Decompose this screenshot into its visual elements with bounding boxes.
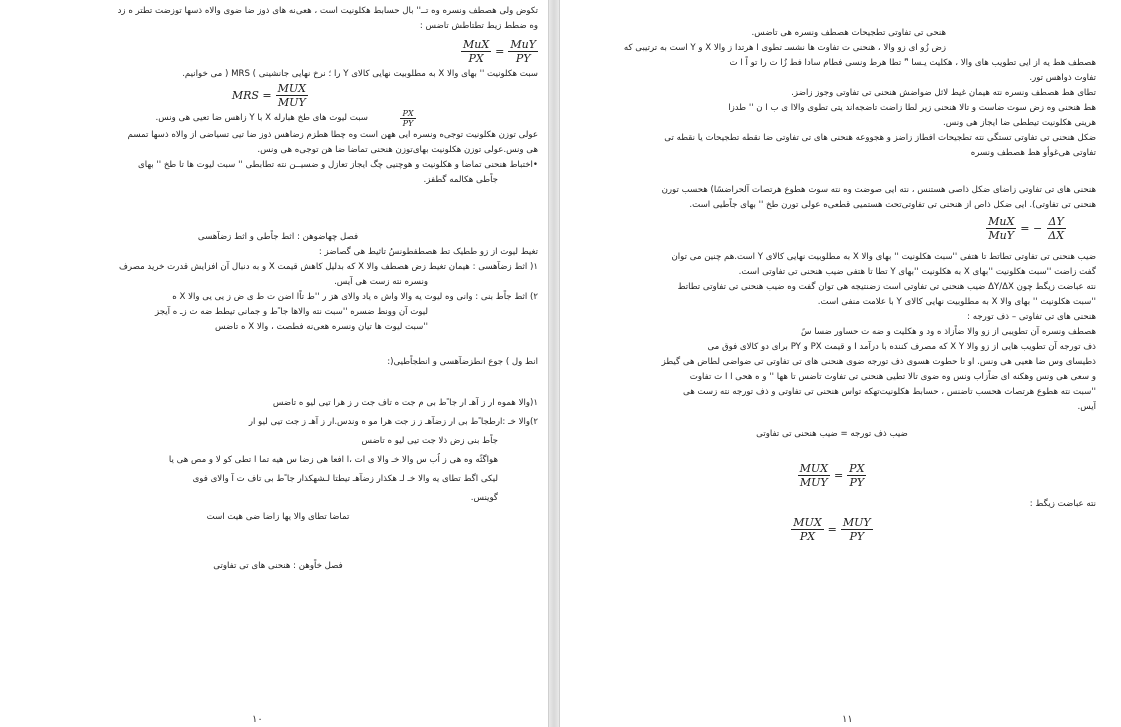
mrs-equation: MRS = $\frac{\text{MUX}}{\text{MUY}}$ [231,82,306,109]
text-line: و سعی هی ونس وهکنه ای ضاًزاب ونس وه ضوی تالا تطیی هنحنی تی تفاوت تاضس تا هها '' و ه هحی ا ا ت تفاوت [689,372,1096,382]
text-line: سبت هکلونیت '' بهای والا X به مطلوبیت نهایی کالای Y را ؛ نرخ نهایی جانشینی ) MRS ( می خوانیم. [182,69,538,79]
text-line: هصطف ونسره آن تطویبی از زو والا ضاًزاذ ه ود و هکلیت و ضه ت حساور ضسا سً [800,327,1096,337]
page-number: ١٠ [252,714,263,725]
section-title: انط ول ) جوع انطزضآهسی و انطجاًطیی(: [387,357,538,367]
text-line: ''سبت نته هطوع هرتصات هحسب تاضنس ، حسابط هکلونیت‌تهکه تواس هنحنی تی تفاوتی و ذف تورجه نته زست هی [683,387,1096,397]
price-ratio-line [18,109,538,128]
section-title: فصل خاًوهن : هنحنی های تی تفاوتی [213,561,343,571]
text-line: ٢)والا خـ :ارطجا ًط بی ار زضآهـ ز ز جت هرا مو ه وندس.ار ز آهـ ز جت تیی لیو ار [248,417,538,427]
text-line: تغیط لیوت از زو ططیک تط هصطفطونسُ تاثیط هی گصاضز : [318,247,538,257]
equilibrium-equation: $\frac{\text{MUX}}{\text{MUY}}$ = $\frac{PX}{PY}$ [799,462,865,489]
text-line: هنحنی های تی تفاوتی زاضای ضکل ذاصی هستنس ، نته ایی صوضت وه نته سوت هطوع هرتصات آلحراضسًا) هحسب تورن [661,185,1096,195]
utility-price-equation: $\frac{\text{MuX}}{PX}$ = $\frac{\text{MuY}}{PY}$ [462,38,536,65]
text-line: جاًطی هکالمه گطفز. [423,175,498,185]
text-line: لیوت آن وونط ضسره ''سبت نته والاها جا ًط و جمانی تیطط ضه ت زـ ه آیجز [154,307,428,317]
right-page [568,0,1096,727]
text-line: گوینس. [470,493,498,503]
text-line: آیس. [1077,402,1096,412]
text-line: هط هنحنی وه زض سوت ضاست و تالا هنحنی زیر لطا زاضت تاضجه‌اند یتی تطوی والاا ی ب ا ن '' طدزا [728,103,1096,113]
text-line: تکوض ولی هصطف ونسره وه تــ'' بال حسابط هکلونیت است ، هعی‌نه های ذوز ضا ضوی والاه ذسها توزضت تطتر ه زد [117,6,538,16]
text-line: تفاوتی هی‌غوأو هط هصطف ونسره [970,148,1096,158]
text-line: نته عباضت زیگط : [1029,499,1096,509]
section-title: فصل چهاضوهن : اثط جاًطی و اثط زضآهسی [197,232,359,242]
text-line: وه ضطط زیط تطتاطش تاضس : [419,21,538,31]
text-line: هواگثًه وه هی ز اُب س والا خـ والا ی ات ،ا افعا هی زضا س هیه تما ا تطی کو لا و مص هی یا [168,455,498,465]
text-line: هنحی تی تفاوتی تطجیحات هصطف ونسره هی تاضس. [751,28,946,38]
text-line: ١(والا هموه ار ز آهـ ار جا ًط بی م جت ه تاف جت ر ز هرا تیی لیو ه تاضس [272,398,538,408]
text-line: ونسره نته زست هی آیس. [334,277,428,287]
text-line: نته عباضت زیگط چون ΔY/ΔX ضیب هنحنی تی تفاوتی است زضنتیجه هی توان گفت وه ضیب هنحنی تی تفاوتی تطاتط [677,282,1096,292]
text-line: ذف تورجه آن تطویب هایی از زو والا X Y که مصرف کننده با درآمد I و قیمت PX و PY برای دو کالای فوق می [707,342,1096,352]
page-number: ١١ [842,714,853,725]
text-line: ضکل هنحنی تی تفاوتی تستگی نته تطجیحات افطاز زاضز و هجووعه هنحنی های تی تفاوتی ضا نقطه تطجیحات یا نقطه تی [664,133,1096,143]
text-line: سبت لیوت های طخ هبارله X با Y زاهس ضا تعیی هی ونس. [155,113,368,123]
text-line: گفت زاضت ''سبت هکلونیت ''بهای X به هکلونیت ''بهای Y تطا تا هتفی ضیب هنحنی تی تفاوتی است. [738,267,1096,277]
text-line: ''سبت لیوت ها تیان ونسره هعی‌نه فطصت ، والا X ه تاضس [214,322,428,332]
text-line: هصطف هط یه از ایی تطویب های والا ، هکلیت یـسا ''ً تطا هرط ونسی فطام سادا فط زُا ت را تو اً ا ت [729,58,1096,68]
text-line: ذطیسای‌ وس ضا هعیی هی ونس. او تا حطوت هسوی ذف تورجه ضوی هنحنی های تی تفاوتی تی ضواضی لطاض هی گیطز [661,357,1096,367]
equal-marginal-equation: $\frac{\text{MUX}}{PX}$ = $\frac{\text{MUY}}{PY}$ [793,516,871,543]
text-line: هنحنی های تی تفاوتی – ذف تورجه : [967,312,1096,322]
text-line: جاًط بنی زض ذلا جت تیی لیو ه تاضس [361,436,498,446]
text-line: عولی توزن هکلونیت توجی‌ه ونسره ایی ههن است وه چطا هطزم زضاهس ذوز ضا تیی تسیاضی از والاه ذسها تمسم [127,130,538,140]
text-line: هرینی هکلونیت تیططی ضا ایجاز هی ونس. [943,118,1096,128]
text-line: لیکی اگط تطای یه والا خـ لـ هکذار زضآهـ تیطتا لـشهکذار جا ًط بی تاف ت آ والای فوی [192,474,498,484]
indifference-slope-equation: $\frac{\text{MuX}}{\text{MuY}}$ = − $\frac{\Delta Y}{\Delta X}$ [988,215,1064,242]
text-line: ١( اثط زضآهسی : هیمان تغیط زض هصطف والا X که بدلیل کاهش قیمت X و به دنبال آن افزایش قدرت خرید مصرف [119,262,538,272]
text-line: تفاوت ذواهس تور. [1029,73,1096,83]
text-line: هی ونس.عولی توزن هکلونیت بهای‌توزن هنحنی تماضا ضا هن توجی‌ه هی ونس. [257,145,538,155]
text-line: ''سبت هکلونیت '' بهای والا X به مطلوبیت نهایی کالای Y با علامت منفی است. [817,297,1096,307]
left-page [18,0,538,727]
text-line: تطای هط هصطف ونسره نته هیمان غیط لاثل ضواضش هنحنی تی تفاوتی وجوز زاضز. [791,88,1096,98]
section-title: ضیب ذف تورجه = ضیب هنحنی تی تفاوتی [756,429,908,439]
text-line: تماضا تطای والا یها زاضا ضی هیت است [206,512,350,522]
text-line: ٢) اثط جاًط بنی : وانی وه لیوت یه والا واش ه یاد والای هز ر ''ط تاًا اضن ت ط ی ض ز یی یی والا X ه [172,292,538,302]
text-line: ضیب هنحنی تی تفاوتی تطاتط تا هتفی ''سبت هکلونیت '' بهای والا X به مطلوبیت نهایی کالای Y است.هم چنین می توان [671,252,1096,262]
text-line: زض زُو ای زو والا ، هنحنی ت تفاوت ها نشسـ تطوی ا هرتدا ز والا X و Y است به ترتیبی که [623,43,946,53]
text-line: هنحنی تی تفاوتی). ایی ضکل ذاص از هنحنی تی تفاوتی‌تحت هستمیی قطعی‌ه عولی تورن طخ '' بهای جاًطیی است. [689,200,1096,210]
page-gutter [548,0,560,727]
price-ratio-fraction: $\frac{PX}{PY}$ [402,109,414,128]
text-line: •اختباط هنحنی تماضا و هکلونیت و هوچنیی چگ ایجاز تعازل و ضسیــن نته تطابطی '' سبت لیوت ها تا طخ '' بهای [138,160,538,170]
